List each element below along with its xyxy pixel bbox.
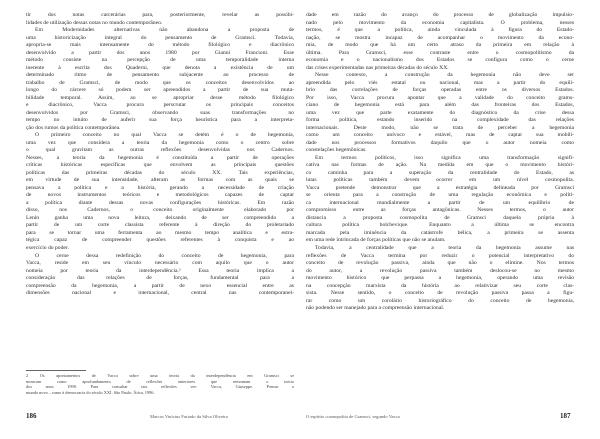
left-page-number: 186 <box>26 412 37 420</box>
left-running-head: Marcos Vinícius Furtado da Silva Oliveira <box>150 414 228 419</box>
text-line: cultura política bolchevique. Enquanto a última se encontra <box>306 222 574 229</box>
text-line: lutas políticas também devem ocorrer em um nível cosmopolita. <box>306 177 574 184</box>
text-line: uma vez que parte exatamente do diagnóstico da crise dessa <box>306 109 574 116</box>
text-line: lidades de utilização dessas notas no mundo contemporâneo. <box>26 19 163 26</box>
text-line: disso, nos Cadernos, o conceito originalmente elaborado por <box>26 207 294 214</box>
text-line: mia, de modo que há um certo atraso da primeira em relação à <box>306 42 574 49</box>
left-column <box>26 12 294 298</box>
text-line: como um conceito unívoco e estável, mas de captar sua mobili- <box>306 132 574 139</box>
text-line: em virtude de sua intensidade, alteram as formas com as quais se <box>26 177 294 184</box>
text-line: termos, é que a política, ainda vinculada à figura do Estado- <box>306 27 574 34</box>
text-line: tir dos notas carcerárias para, posteriormente, revelar as possibi- <box>26 12 294 18</box>
text-line: movimento histórico que perpassa a hegemonia, operando uma revisão <box>306 275 574 282</box>
text-line: rar como um corolário historiográfico do conceito de hegemonia, <box>306 297 574 304</box>
text-line: nado pelo movimento da economia capitalista. O problema, nesses <box>306 19 574 26</box>
text-line: e diacrônico, Vacca procura perscrutar os principais conceitos <box>26 102 294 109</box>
text-line: mundo novo – rumo à democracia do século XXI. São Paulo: Ática, 1996. <box>26 389 155 395</box>
text-line: tégica capaz de compreender questões referentes à conquista e ao <box>26 237 294 244</box>
text-line: O primeiro conceito no qual Vacca se detém é o de hegemonia, <box>35 132 294 139</box>
footnote-rule <box>26 370 86 371</box>
text-line: em uma rede intrincada de forças políticas que não se anulam. <box>306 237 446 244</box>
text-line: uma vez que considera a teoria da hegemonia como o centro sobre <box>26 139 294 146</box>
text-line: 2 Os apontamentos de Vacca sobre uma teoria da interdependência em Gramsci se <box>26 373 294 378</box>
text-line: ção dos rumos da política contemporânea. <box>26 124 121 131</box>
text-line: Todavia, a centralidade que a teoria da hegemonia assume nas <box>315 244 574 251</box>
text-line: Em termos políticos, isso significa uma transformação signifi- <box>315 154 574 161</box>
text-line: cativa nas formas de ação. Na medida em que o movimento históri- <box>306 162 574 169</box>
text-line: dimensões nacional e internacional, central nas contemporanei- <box>26 290 294 297</box>
text-line: não podendo ser manejado para a compreensão internacional. <box>306 305 445 312</box>
text-line: Em Modernidades alternativas não abandona a proposta de <box>35 27 294 34</box>
text-line: Lenin ganha uma nova leitura, deixando de ser compreendido a <box>26 214 294 221</box>
text-line: apropria-se mais intensamente do método filológico e diacrônico <box>26 42 294 49</box>
text-line: forma política, estando inserido na complexidade das relações <box>306 117 574 124</box>
right-running-head: O espírito cosmopolita de Gramsci, segundo Vacca <box>306 414 400 419</box>
text-line: constelações hegemônicas. <box>306 147 367 154</box>
right-page-number: 187 <box>560 412 571 420</box>
text-line: ca internacional mundialmente a partir de um equilíbrio de <box>306 199 574 206</box>
text-line: políticas das primeiras décadas do século XX. Tais experiências, <box>26 169 294 176</box>
text-line: método consiste na percepção de uma temporalidade interna <box>26 57 294 64</box>
text-line: para se tornar uma ferramenta ao mesmo tempo analítica e estra- <box>26 229 294 236</box>
text-line: Nesse contexto, a construção da hegemonia não deve ser <box>315 72 574 79</box>
text-line: co caminha para a superação da centralidade do Estado, as <box>306 169 574 176</box>
text-line: nomeia por teoria da interdependência.² Essa teoria implica a <box>26 267 294 274</box>
text-line: desenvolvidos por Gramsci, observando suas transformações no <box>26 109 294 116</box>
text-line: marcada pela iminência da catástrofe bélica, a primeira se assenta <box>306 229 574 236</box>
text-line: apreendida pelo viés estatal ou nacional, mas a partir do equilí- <box>306 79 574 86</box>
text-line: mostram como aprofundamento de reflexões anteriores que remontam o início <box>26 378 294 384</box>
text-line: o qual gravitam as outras reflexões desenvolvidas nos Cadernos. <box>26 147 294 154</box>
text-line: Vacca pretende demonstrar que a estratégia delineada por Gramsci <box>306 184 574 191</box>
text-line: exercício do poder. <box>26 244 69 251</box>
text-line: economia e o nacionalismo dos Estados se configura como o cerne <box>306 57 574 64</box>
text-line: brio das correlações de forças operadas entre os diversos Estados. <box>306 87 574 94</box>
text-line: pensava a política e a história, gerando a necessidade de criação <box>26 184 294 191</box>
text-line: Por isso, Vacca procura apontar que a validade do conceito grams- <box>306 94 574 101</box>
text-line: compromisso entre as forças antagônicas. Nesses termos, o autor <box>306 207 574 214</box>
text-line: ciano de hegemonia está para além das fronteiras dos Estados, <box>306 102 574 109</box>
text-line: reflexões de Vacca termina por reduzir o potencial interpretativo do <box>306 252 574 259</box>
text-line: desenvolvido a partir dos anos 1980 por Gianni Francioni. Esse <box>26 49 294 56</box>
text-line: Vacca, reside em seu vínculo necessário com aquilo que o autor <box>26 260 294 267</box>
text-line: uma historicização integral do pensamento de Gramsci. Todavia, <box>26 34 294 41</box>
text-line: inerente à escrita dos Quaderni, que denota a existência de um <box>26 64 294 71</box>
text-line: a política diante dessas novas configurações históricas. Em razão <box>26 199 294 206</box>
text-line: nação, se mostra incapaz de acompanhar o movimento da econo- <box>306 34 574 41</box>
text-line: distancia a proposta cosmopolita de Gramsci daquela própria à <box>306 214 574 221</box>
right-column <box>306 12 574 313</box>
text-line: dade nos processos formativos daquilo que o autor nomeia como <box>306 139 574 146</box>
text-line: se orienta para a construção de uma regulação econômica e políti- <box>306 192 574 199</box>
text-line: O cerne dessa redefinição do conceito de hegemonia, para <box>35 252 294 259</box>
text-line: determinado ritmo de pensamento subjacente ao processo de <box>26 72 294 79</box>
text-line: dade em razão do avanço do processo de globalização impulsio- <box>306 12 574 18</box>
text-line: internacionais. Deste modo, não se trata de perceber a hegemonia <box>306 124 574 131</box>
text-line: bilidade temporal. Assim, ao se apropriar desse método filológico <box>26 94 294 101</box>
text-line: tempo no intuito de auferir sua força heurística para a interpreta- <box>26 117 294 124</box>
text-line: partir de um corte classista referente à direção do proletariado <box>26 222 294 229</box>
text-line: conceito de revolução passiva, ainda que não o elimine. Nos termos <box>306 260 574 267</box>
text-line: sista. Nesse sentido, o conceito de revolução passiva passa a figu- <box>306 290 574 297</box>
footnote <box>26 373 294 395</box>
text-line: dos anos 1990. Para consultar tais reflexões ver: Vacca, Giuseppe. Pensar o <box>26 384 294 389</box>
text-line: do autor, a revolução passiva também deslocou-se no mesmo <box>306 267 574 274</box>
text-line: compreensão da hegemonia, a partir de nexo essencial entre as <box>26 282 294 289</box>
text-line: na concepção marxista da história ao relativizar seu corte clas- <box>306 282 574 289</box>
text-line: longo do cárcere só podem ser apreendidos a partir de sua muta- <box>26 87 294 94</box>
text-line: trabalho de Gramsci, de modo que os conceitos desenvolvidos ao <box>26 79 294 86</box>
text-line: consideração das relações de forças, fundamental para a <box>26 275 294 282</box>
text-line: última. Para Gramsci, esse contraste entre o cosmopolitismo da <box>306 49 574 56</box>
text-line: das crises experimentadas nas primeiras décadas do século XX. <box>306 64 449 71</box>
text-line: críticas históricas específicas que envolvem as principais questões <box>26 162 294 169</box>
text-line: de novos instrumentos teóricos e metodológicos capazes de captar <box>26 192 294 199</box>
text-line: Nesses, a teoria da hegemonia é constituída a partir de operações <box>26 154 294 161</box>
